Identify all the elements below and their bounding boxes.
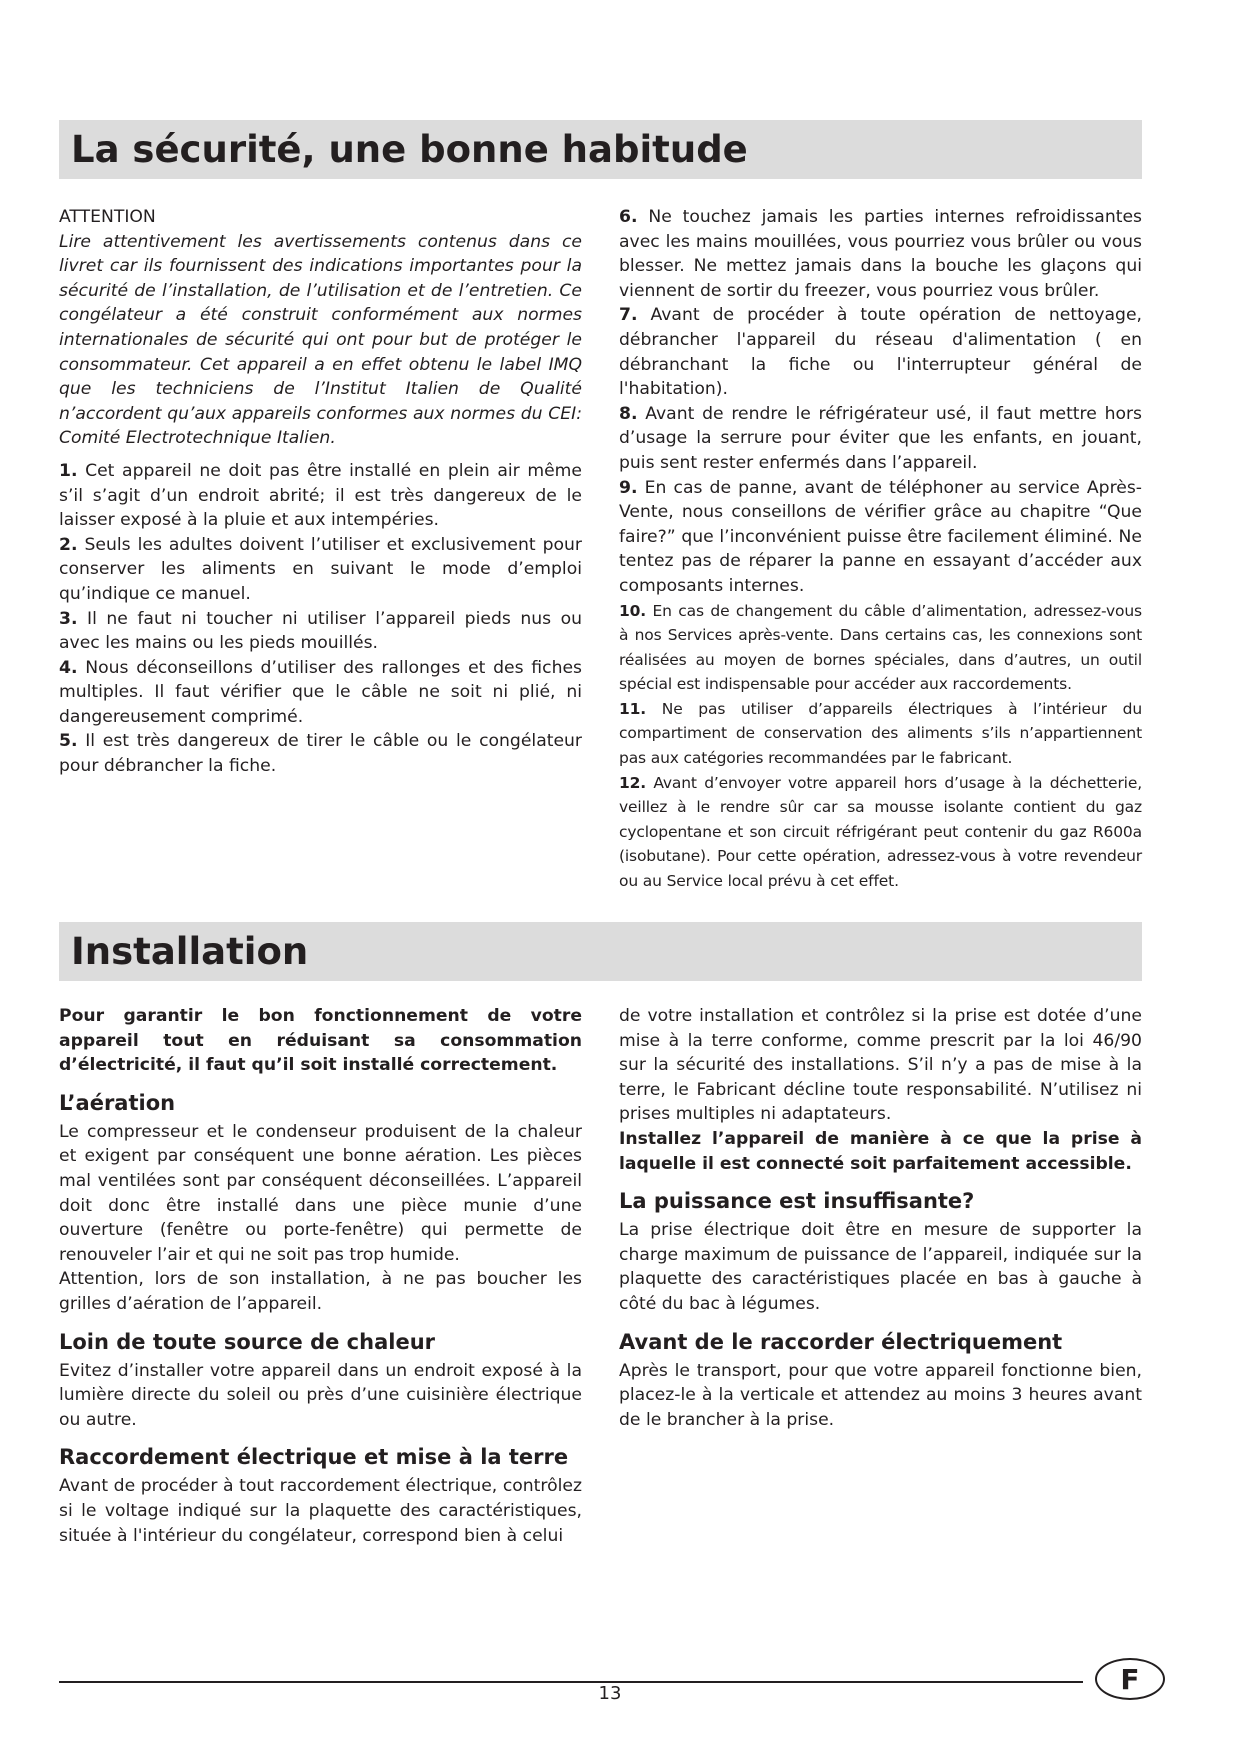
item-text: Il est très dangereux de tirer le câble ou le congélateur pour débrancher la fiche. [59, 731, 582, 777]
item-number: 10. [619, 601, 647, 620]
list-item [59, 533, 582, 607]
list-item [619, 771, 1142, 894]
item-number: 8. [619, 403, 638, 424]
list-item [619, 205, 1142, 303]
item-text: Avant de rendre le réfrigérateur usé, il faut mettre hors d’usage la serrure pour éviter que les enfants, en jouant, puis sent rester enfermés dans l’appareil. [619, 403, 1142, 473]
list-item [619, 476, 1142, 599]
list-item [59, 656, 582, 730]
chaleur-heading: Loin de toute source de chaleur [59, 1329, 436, 1354]
puissance-paragraph: La prise électrique doit être en mesure de supporter la charge maximum de puissance de l’appareil, indiquée sur la plaquette des caractéristiques placée en bas à gauche à côté du bac à légumes. [619, 1220, 1142, 1314]
list-item [619, 402, 1142, 476]
section-title-installation: Installation [59, 922, 1142, 981]
attention-text: Lire attentivement les avertissements contenus dans ce livret car ils fournissent des indications importantes pour la sécurité de l’installation, de l’utilisation et de l’entretien. Ce congélateur a été construit conformément aux normes internationales de sécurité qui ont pour but de protéger le consommateur. Cet appareil a en effet obtenu le label IMQ que les techniciens de l’Institut Italien de Qualité n’accordent qu’aux appareils conformes aux normes du CEI: Comité Electrotechnique Italien. [59, 231, 582, 449]
chaleur-paragraph: Evitez d’installer votre appareil dans un endroit exposé à la lumière directe du soleil ou près d’une cuisinière électrique ou autre. [59, 1360, 582, 1430]
item-number: 12. [619, 773, 647, 792]
item-number: 11. [619, 699, 647, 718]
item-text: Ne touchez jamais les parties internes refroidissantes avec les mains mouillées, vous pourriez vous brûler ou vous blesser. Ne mettez jamais dans la bouche les glaçons qui viennent de sortir du freezer, vous pourriez vous brûler. [619, 207, 1143, 301]
raccordement-bold-note: Installez l’appareil de manière à ce que la prise à laquelle il est connecté soit parfaitement accessible. [619, 1128, 1142, 1174]
item-text: Seuls les adultes doivent l’utiliser et exclusivement pour conserver les aliments en suivant le mode d’emploi qu’indique ce manuel. [59, 534, 582, 604]
language-badge: F [1095, 1658, 1165, 1700]
attention-label: ATTENTION [59, 207, 156, 227]
aeration-paragraph: Le compresseur et le condenseur produisent de la chaleur et exigent par conséquent une bonne aération. Les pièces mal ventilées sont par conséquent déconseillées. L’appareil doit donc être installé dans une pièce munie d’une ouverture (fenêtre ou porte-fenêtre) qui permette de renouveler l’air et qui ne soit pas trop humide. [59, 1121, 582, 1265]
list-item [619, 303, 1142, 401]
aeration-heading: L’aération [59, 1090, 176, 1115]
item-number: 3. [59, 608, 78, 629]
item-text: Cet appareil ne doit pas être installé en plein air même s’il s’agit d’un endroit abrité; il est très dangereux de le laisser exposé à la pluie et aux intempéries. [59, 460, 582, 531]
item-number: 4. [59, 657, 78, 678]
list-item [59, 729, 582, 778]
list-item [619, 599, 1142, 697]
item-number: 9. [619, 477, 638, 498]
item-number: 7. [619, 305, 638, 326]
list-item [619, 697, 1142, 771]
avant-raccorder-paragraph: Après le transport, pour que votre appareil fonctionne bien, placez-le à la verticale et attendez au moins 3 heures avant de le brancher à la prise. [619, 1360, 1142, 1430]
item-text: En cas de changement du câble d’alimentation, adressez-vous à nos Services après-vente. Dans certains cas, les connexions sont réalisées au moyen de bornes spéciales, dans d’autres, un outil spécial est indispensable pour accéder aux raccordements. [619, 601, 1142, 694]
item-number: 6. [619, 207, 638, 227]
item-number: 1. [59, 460, 78, 481]
securite-left-column [59, 205, 582, 779]
item-number: 5. [59, 731, 78, 752]
raccordement-heading: Raccordement électrique et mise à la terre [59, 1445, 569, 1470]
puissance-heading: La puissance est insuffisante? [619, 1189, 975, 1214]
raccordement-paragraph: Avant de procéder à tout raccordement électrique, contrôlez si le voltage indiqué sur la plaquette des caractéristiques, située à l'intérieur du congélateur, correspond bien à celui [59, 1476, 582, 1546]
list-item [59, 607, 582, 656]
raccordement-paragraph-continued: de votre installation et contrôlez si la prise est dotée d’une mise à la terre conforme, comme prescrit par la loi 46/90 sur la sécurité des installations. S’il n’y a pas de mise à la terre, le Fabricant décline toute responsabilité. N’utilisez ni prises multiples ni adaptateurs. [619, 1006, 1142, 1125]
item-number: 2. [59, 534, 78, 555]
avant-raccorder-heading: Avant de le raccorder électriquement [619, 1329, 1063, 1354]
installation-left-column [59, 1004, 582, 1548]
aeration-paragraph: Attention, lors de son installation, à ne pas boucher les grilles d’aération de l’appareil. [59, 1269, 582, 1314]
item-text: Ne pas utiliser d’appareils électriques à l’intérieur du compartiment de conservation des aliments s’ils n’appartiennent pas aux catégories recommandées par le fabricant. [619, 699, 1142, 768]
item-text: Nous déconseillons d’utiliser des rallonges et des fiches multiples. Il faut vérifier que le câble ne soit ni plié, ni dangereusement comprimé. [59, 657, 583, 727]
securite-right-column [619, 205, 1142, 894]
installation-right-column [619, 1004, 1142, 1432]
installation-intro: Pour garantir le bon fonctionnement de votre appareil tout en réduisant sa consommation d’électricité, il faut qu’il soit installé correctement. [59, 1006, 582, 1076]
item-text: Il ne faut ni toucher ni utiliser l’appareil pieds nus ou avec les mains ou les pieds mouillés. [59, 608, 582, 654]
item-text: Avant d’envoyer votre appareil hors d’usage à la déchetterie, veillez à le rendre sûr car sa mousse isolante contient du gaz cyclopentane et son circuit réfrigérant peut contenir du gaz R600a (isobutane). Pour cette opération, adressez-vous à votre revendeur ou au Service local prévu à cet effet. [619, 773, 1142, 891]
item-text: Avant de procéder à toute opération de nettoyage, débrancher l'appareil du réseau d'alimentation ( en débranchant la fiche ou l'interrupteur général de l'habitation). [619, 305, 1142, 400]
page-number: 13 [598, 1683, 622, 1704]
item-text: En cas de panne, avant de téléphoner au service Après-Vente, nous conseillons de vérifier grâce au chapitre “Que faire?” que l’inconvénient puisse être facilement éliminé. Ne tentez pas de réparer la panne en essayant d’accéder aux composants internes. [619, 477, 1143, 596]
section-title-securite: La sécurité, une bonne habitude [59, 120, 1142, 179]
list-item [59, 459, 582, 533]
footer-rule [59, 1681, 1083, 1683]
